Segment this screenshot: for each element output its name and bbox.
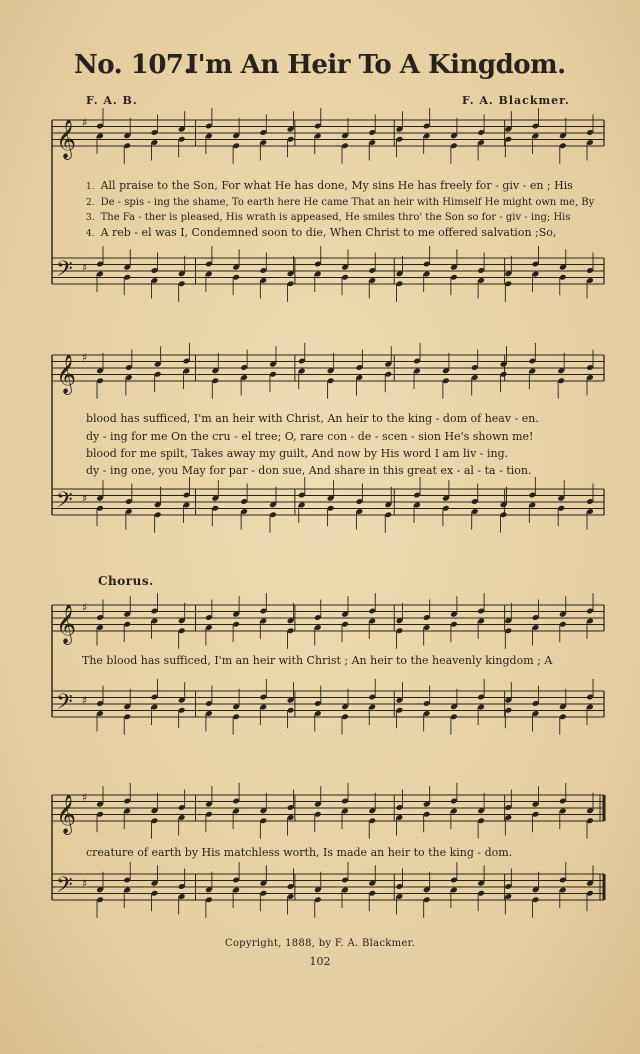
bass-staff bbox=[52, 874, 604, 900]
verse-text: The Fa - ther is pleased, His wrath is appeased, He smiles thro' the Son so for - giv - ing; His bbox=[100, 212, 571, 223]
bass-clef-icon: 𝄢 bbox=[56, 873, 73, 903]
verse-text: De - spis - ing the shame, To earth here He came That an heir with Himself He might own me, By bbox=[100, 197, 595, 208]
sharp-sign: ♯ bbox=[82, 351, 88, 364]
verse-line-1a bbox=[86, 179, 573, 194]
verse-line-1b: blood has sufficed, I'm an heir with Christ, An heir to the king - dom of heav - en. bbox=[86, 412, 539, 425]
bass-staff bbox=[52, 258, 604, 284]
sharp-sign: ♯ bbox=[82, 261, 88, 274]
treble-clef-icon: 𝄞 bbox=[56, 354, 77, 394]
treble-staff bbox=[52, 355, 604, 381]
sharp-sign: ♯ bbox=[82, 116, 88, 129]
bass-staff bbox=[52, 691, 604, 717]
chorus-line-1: The blood has sufficed, I'm an heir with Christ ; An heir to the heavenly kingdom ; A bbox=[82, 654, 553, 667]
treble-clef-icon: 𝄞 bbox=[56, 794, 77, 834]
verse-number: 4. bbox=[86, 229, 95, 239]
verse-text: All praise to the Son, For what He has done, My sins He has freely for - giv - en ; His bbox=[100, 179, 573, 192]
bass-clef-icon: 𝄢 bbox=[56, 488, 73, 518]
verse-number: 1. bbox=[86, 182, 95, 192]
lyricist-credit: F. A. B. bbox=[86, 94, 138, 107]
chorus-line-2: creature of earth by His matchless worth, Is made an heir to the king - dom. bbox=[86, 846, 513, 859]
verse-line-3a bbox=[86, 211, 571, 225]
verse-line-2a bbox=[86, 196, 594, 210]
sharp-sign: ♯ bbox=[82, 492, 88, 505]
verse-line-3b: blood for me spilt, Takes away my guilt, And now by His word I am liv - ing. bbox=[86, 447, 509, 460]
bass-clef-icon: 𝄢 bbox=[56, 257, 73, 287]
verse-number: 2. bbox=[86, 198, 95, 208]
hymn-title: I'm An Heir To A Kingdom. bbox=[186, 50, 566, 80]
verse-line-4b: dy - ing one, you May for par - don sue, And share in this great ex - al - ta - tion. bbox=[86, 464, 532, 477]
treble-clef-icon: 𝄞 bbox=[56, 119, 77, 159]
page-number: 102 bbox=[309, 955, 331, 968]
composer-credit: F. A. Blackmer. bbox=[462, 94, 570, 107]
treble-staff bbox=[52, 795, 604, 821]
verse-line-2b: dy - ing for me On the cru - el tree; O, rare con - de - scen - sion He's shown me! bbox=[86, 430, 534, 443]
verse-text: A reb - el was I, Condemned soon to die, When Christ to me offered salvation ;So, bbox=[100, 226, 557, 239]
verse-number: 3. bbox=[86, 213, 95, 223]
sharp-sign: ♯ bbox=[82, 791, 88, 804]
chorus-label: Chorus. bbox=[98, 574, 154, 588]
sharp-sign: ♯ bbox=[82, 694, 88, 707]
verse-line-4a bbox=[86, 226, 556, 241]
sharp-sign: ♯ bbox=[82, 877, 88, 890]
treble-clef-icon: 𝄞 bbox=[56, 604, 77, 644]
bass-clef-icon: 𝄢 bbox=[56, 690, 73, 720]
sharp-sign: ♯ bbox=[82, 601, 88, 614]
hymn-number: No. 107. bbox=[74, 50, 193, 80]
copyright-notice: Copyright, 1888, by F. A. Blackmer. bbox=[224, 938, 416, 949]
treble-staff bbox=[52, 605, 604, 631]
treble-staff bbox=[52, 120, 604, 146]
